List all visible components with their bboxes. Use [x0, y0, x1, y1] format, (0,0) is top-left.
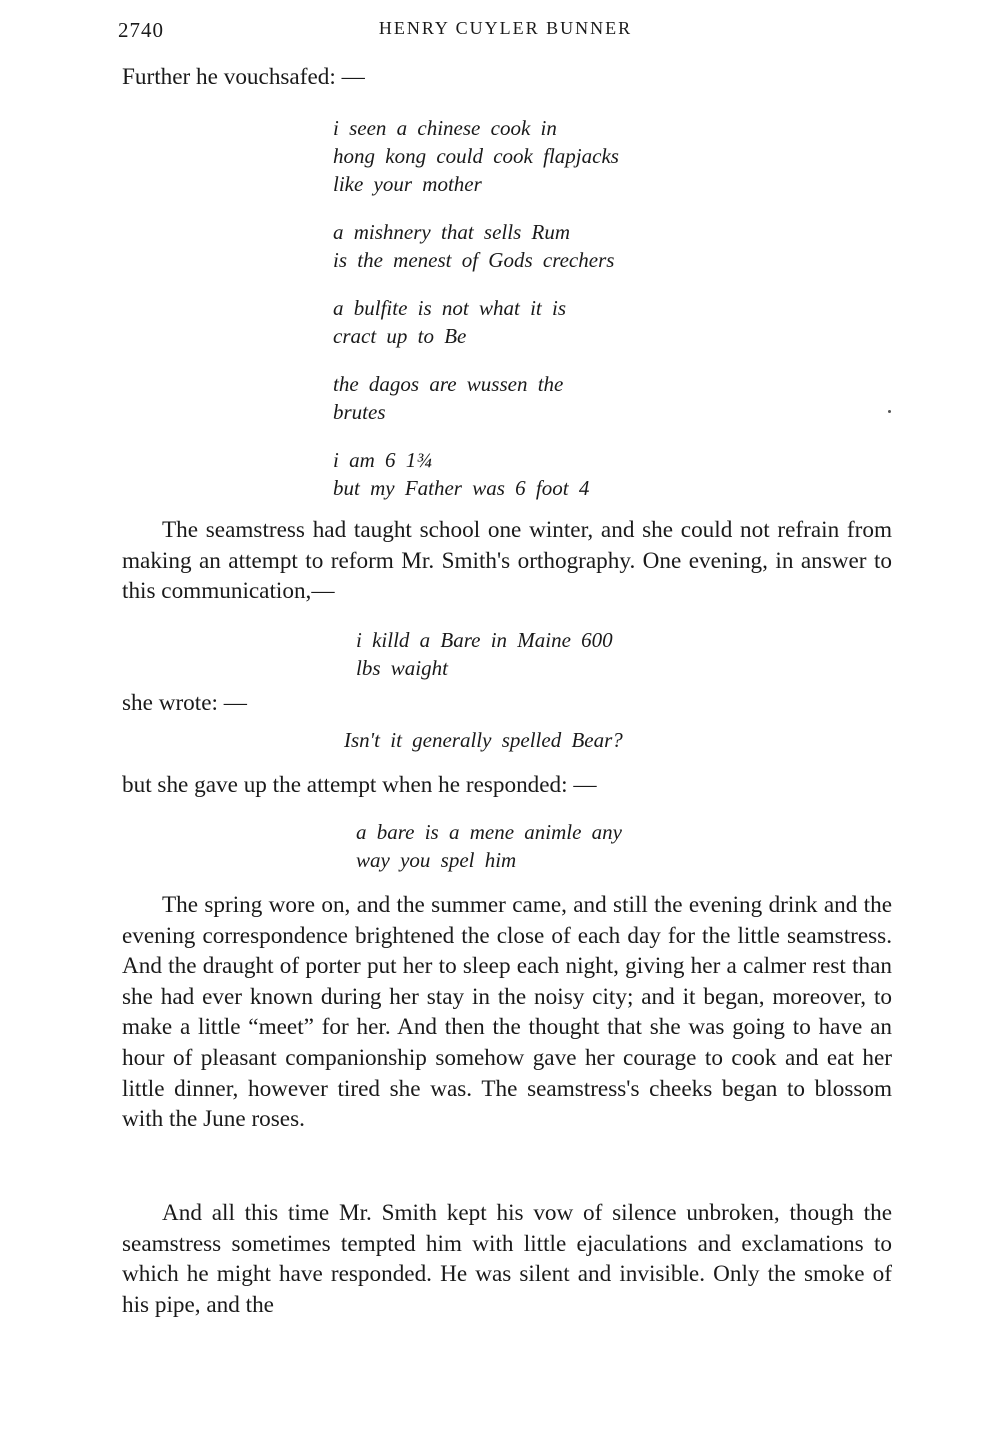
verse-line: brutes — [333, 400, 386, 424]
seamstress-paragraph-block — [122, 515, 892, 607]
spring-paragraph-block — [122, 890, 892, 1135]
verse-line: way you spel him — [356, 848, 517, 872]
running-title: HENRY CUYLER BUNNER — [378, 18, 633, 38]
running-head — [118, 18, 893, 46]
reply-verse — [344, 726, 623, 754]
animle-verse — [356, 818, 622, 874]
verse-stanza — [333, 370, 619, 426]
verse-stanza — [333, 218, 619, 274]
verse-line: the dagos are wussen the — [333, 372, 564, 396]
verse-line: i am 6 1¾ — [333, 448, 432, 472]
intro-line: Further he vouchsafed: — — [122, 64, 365, 90]
verse-line: but my Father was 6 foot 4 — [333, 476, 590, 500]
verse-line: like your mother — [333, 172, 482, 196]
verse-line: i killd a Bare in Maine 600 — [356, 628, 613, 652]
verse-line: is the menest of Gods crechers — [333, 248, 615, 272]
verse-line: hong kong could cook flapjacks — [333, 144, 619, 168]
bear-verse — [356, 626, 613, 682]
stray-ink-dot — [888, 410, 891, 413]
verse-line: cract up to Be — [333, 324, 467, 348]
spring-paragraph: The spring wore on, and the summer came, and still the evening drink and the evening correspondence brightened the close of each day for the little seamstress. And the draught of porter put her to sleep each night, giving her a calmer rest than she had ever known during her stay in the noisy city; and it began, moreover, to make a little “meet” for her. And then the thought that she was going to have an hour of pleasant companionship somehow gave her courage to cook and eat her little dinner, however tired she was. The seamstress's cheeks began to blossom with the June roses. — [122, 892, 892, 1133]
she-wrote-block — [122, 688, 892, 719]
verse-line: lbs waight — [356, 656, 448, 680]
gave-up-line: but she gave up the attempt when he responded: — — [122, 772, 597, 798]
verse-line: i seen a chinese cook in — [333, 116, 557, 140]
verse-line: a bulfite is not what it is — [333, 296, 567, 320]
page-number: 2740 — [118, 18, 164, 42]
verse-line: a bare is a mene animle any — [356, 820, 623, 844]
verse-line: a mishnery that sells Rum — [333, 220, 570, 244]
intro-line-block — [122, 62, 892, 93]
silence-paragraph-block — [122, 1198, 892, 1320]
verse-stanza — [333, 114, 619, 198]
verse-line: Isn't it generally spelled Bear? — [344, 728, 623, 752]
gave-up-block — [122, 770, 892, 801]
seamstress-paragraph: The seamstress had taught school one winter, and she could not refrain from making an attempt to reform Mr. Smith's orthography. One evening, in answer to this communication,— — [122, 517, 892, 605]
she-wrote-line: she wrote: — — [122, 690, 247, 716]
letter-verse — [333, 114, 619, 522]
verse-stanza — [333, 294, 619, 350]
silence-paragraph: And all this time Mr. Smith kept his vow of silence unbroken, though the seamstress sometimes tempted him with little ejaculations and exclamations to which he might have responded. He was silent and invisible. Only the smoke of his pipe, and the — [122, 1200, 892, 1318]
verse-stanza — [333, 446, 619, 502]
